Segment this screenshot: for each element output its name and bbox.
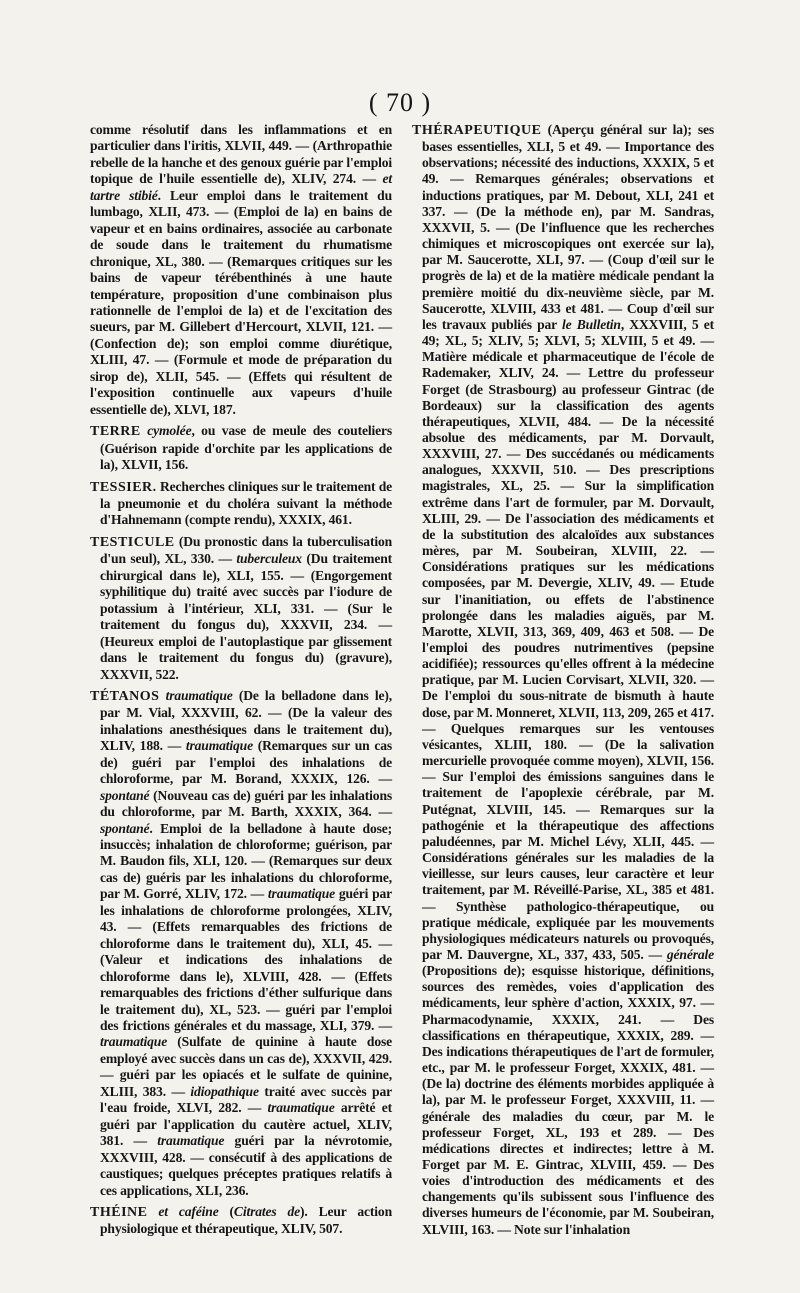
entry-text: comme résolutif dans les inflammations et en particulier dans l'iritis, XLVII, 449. — (Arthropathie rebelle de la hanche et des genoux guérie par l'emploi topique de l'huile essentielle de), XLIV, 274. — — [90, 122, 392, 187]
entry-headword: TESTICULE — [90, 534, 175, 550]
index-entry-tessier — [90, 479, 392, 529]
entry-text: Recherches cliniques sur le traitement de la pneumonie et du choléra suivant la méthode d'Hahnemann (compte rendu), XXXIX, 461. — [100, 478, 393, 528]
entry-italic-text: traumatique — [100, 1034, 168, 1050]
index-entry-testicule — [90, 534, 392, 683]
right-column — [412, 122, 714, 1243]
entry-italic-text: idiopathique — [190, 1083, 259, 1099]
entry-italic-text: traumatique — [185, 738, 253, 754]
entry-text: (Du pronostic dans la tuberculisation d'un seul), XL, 330. — — [100, 533, 393, 567]
entry-italic-text: spontané — [100, 820, 150, 836]
entry-italic-text: le Bulletin — [561, 316, 621, 332]
entry-italic-text: et tartre stibié — [90, 171, 392, 203]
entry-italic-text: traumatique — [267, 886, 336, 902]
entry-italic-text: et caféine — [158, 1204, 219, 1219]
entry-text: . Emploi de la belladone à haute dose; insuccès; inhalation de chloroforme; guérison, par M. Baudon fils, XLI, 120. — (Remarques sur deux cas de) guéris par les inhalations du chloroforme, par M. Gorré, XLIV, 172. — — [100, 820, 392, 902]
entry-italic-text: Citrates de — [233, 1204, 301, 1219]
entry-text: (Sulfate de quinine à haute dose employé avec succès dans un cas de), XXXVII, 429. — guéri par les opiacés et le sulfate de quinine, XLIII, 383. — — [100, 1034, 392, 1099]
page-number: ( 70 ) — [368, 88, 432, 117]
entry-headword: TERRE — [90, 424, 141, 440]
entry-text: (Aperçu général sur la); ses bases essentielles, XLI, 5 et 49. — Importance des observations; nécessité des inductions, XXXIX, 5 et 49. — Remarques générales; observations et inductions pratiques, par M. Debout, XLI, 241 et 337. — (De la méthode en), par M. Sandras, XXXVII, 5. — (De l'influence que les recherches chimiques et microscopiques ont exercée sur la), par M. Saucerotte, XLI, 97. — (Coup d'œil sur le progrès de la) et de la matière médicale pendant la première moitié du dix-neuvième siècle, par M. Saucerotte, XLVIII, 433 et 481. — Coup d'œil sur les travaux publiés par — [422, 122, 714, 332]
entry-headword: THÉINE — [90, 1205, 148, 1220]
entry-text: . Leur emploi dans le traitement du lumbago, XLII, 473. — (Emploi de la) en bains de vapeur et en bains ordinaires, associée au carbonate de soude dans le traitement du rhumatisme chronique, XL, 380. — (Remarques critiques sur les bains de vapeur térébenthinés à une haute température, proposition d'une combinaison plus rationnelle de l'emploi de la) et de l'excitation des sueurs, par M. Gillebert d'Hercourt, XLVII, 121. — (Confection de); son emploi comme diurétique, XLIII, 47. — (Formule et mode de préparation du sirop de), XLII, 545. — (Effets qui résultent de l'exposition continuelle aux vapeurs d'huile essentielle de), XLVI, 187. — [90, 187, 392, 417]
entry-text: guéri par les inhalations de chloroforme prolongées, XLIV, 43. — (Effets remarquables des frictions de chloroforme dans le traitement du), XLI, 45. — (Valeur et indications des inhalations de chloroforme dans le), XLVIII, 428. — (Effets remarquables des frictions d'éther sulfurique dans le traitement du), XL, 523. — guéri par l'emploi des frictions générales et du massage, XLI, 379. — — [100, 886, 393, 1034]
entry-text: , XXXVIII, 5 et 49; XL, 5; XLIV, 5; XLVI, 5; XLVIII, 5 et 49. — Matière médicale et pharmaceutique de l'école de Rademaker, XLIV, 24. — Lettre du professeur Forget (de Strasbourg) au professeur Gintrac (de Bordeaux) sur la classification des agents thérapeutiques, XLVII, 484. — De la nécessité absolue des médicaments, par M. Dorvault, XXXVIII, 27. — Des succédanés ou médicaments analogues, XXXVII, 510. — Des prescriptions magistrales, XL, 25. — Sur la simplification extrême dans l'art de formuler, par M. Dorvault, XLIII, 29. — De l'association des médicaments et de la substitution des alcaloïdes aux substances mères, par M. Soubeiran, XLVIII, 22. — Considérations pratiques sur les médications composées, par M. Devergie, XLIV, 49. — Etude sur l'inanitiation, ou effets de l'abstinence prolongée dans les maladies aiguës, par M. Marotte, XLVII, 313, 369, 409, 463 et 508. — De l'emploi des poudres nutrimentives (pepsine acidifiée); ressources qu'elles offrent à la médecine pratique, par M. Lucien Corvisart, XLVII, 320. — De l'emploi du sous-nitrate de bismuth à haute dose, par M. Monneret, XLVII, 113, 209, 265 et 417. — Quelques remarques sur les ventouses vésicantes, XLIII, 180. — (De la salivation mercurielle provoquée comme moyen), XLVII, 156. — Sur l'emploi des émissions sanguines dans le traitement de l'apoplexie cérébrale, par M. Putégnat, XLVIII, 145. — Remarques sur la pathogénie et la thérapeutique des affections paludéennes, par M. Michel Lévy, XLII, 445. — Considérations générales sur les maladies de la vieillesse, sur leurs causes, leur caractère et leur traitement, par M. Réveillé-Parise, XL, 385 et 481. — Synthèse pathologico-thérapeutique, ou pratique médicale, expliquée par les mouvements physiologiques médicateurs naturels ou provoqués, par M. Dauvergne, XL, 337, 433, 505. — — [422, 316, 714, 962]
entry-text: (Du traitement chirurgical dans le), XLI, 155. — (Engorgement syphilitique du) traité avec succès par l'iodure de potassium à l'intérieur, XLI, 331. — (Sur le traitement du fongus du), XXXVII, 234. — (Heureux emploi de l'autoplastique par glissement dans le traitement du fongus du) (gravure), XXXVII, 522. — [100, 551, 392, 682]
index-entry-cont — [90, 122, 392, 418]
index-entry-tetanos — [90, 688, 392, 1199]
entry-italic-text: traumatique — [267, 1100, 335, 1116]
index-entry-therapeutique — [412, 122, 714, 1238]
entry-italic-text: cymolée — [147, 423, 192, 439]
entry-italic-text: générale — [666, 946, 714, 962]
entry-text: guéri par la névrotomie, XXXVIII, 428. — consécutif à des applications de caustiques; quelques préceptes pratiques relatifs à ces applications, XLI, 236. — [100, 1133, 392, 1198]
entry-italic-text: traumatique — [157, 1133, 225, 1149]
entry-text: (Nouveau cas de) guéri par les inhalations du chloroforme, par M. Barth, XXXIX, 364. — — [100, 787, 392, 820]
entry-italic-text: tuberculeux — [236, 551, 302, 567]
entry-text: arrêté et guéri par l'application du cautère actuel, XLIV, 381. — — [100, 1100, 392, 1149]
entry-italic-text: traumatique — [165, 687, 233, 703]
index-entry-theine — [90, 1204, 392, 1238]
entry-headword: TÉTANOS — [90, 688, 160, 704]
entry-headword: TESSIER. — [90, 479, 157, 495]
entry-text: (De la belladone dans le), par M. Vial, XXXVIII, 62. — (De la valeur des inhalations anesthésiques dans le traitement du), XLIV, 188. — — [100, 687, 393, 754]
entry-text: ). Leur action physiologique et thérapeutique, XLIV, 507. — [100, 1204, 392, 1237]
entry-italic-text: spontané — [100, 787, 150, 803]
left-column — [90, 122, 392, 1243]
entry-text: traité avec succès par l'eau froide, XLVI, 282. — — [100, 1083, 392, 1116]
entry-text: ( — [218, 1204, 234, 1219]
entry-headword: THÉRAPEUTIQUE — [412, 123, 542, 138]
index-entry-terre — [90, 423, 392, 473]
entry-text: , ou vase de meule des couteliers (Guérison rapide d'orchite par les applications de la), XLVII, 156. — [100, 423, 393, 473]
entry-text: (Propositions de); esquisse historique, définitions, sources des remèdes, voies d'application des médicaments, leur sphère d'action, XXXIX, 97. — Pharmacodynamie, XXXIX, 241. — Des classifications en thérapeutique, XXXIX, 289. — Des indications thérapeutiques de l'art de formuler, etc., par M. le professeur Forget, XXXIX, 481. — (De la) doctrine des éléments morbides appliquée à la), par M. le professeur Forget, XXXVIII, 11. — générale des maladies du cœur, par M. le professeur Forget, XL, 193 et 289. — Des médications directes et indirectes; lettre à M. Forget par M. E. Gintrac, XLVIII, 459. — Des voies d'introduction des médicaments et des changements qu'ils subissent sous l'influence des diverses humeurs de l'économie, par M. Soubeiran, XLVIII, 163. — Note sur l'inhalation — [422, 963, 714, 1237]
entry-text: (Remarques sur un cas de) guéri par l'emploi des inhalations de chloroforme, par M. Borand, XXXIX, 126. — — [100, 738, 393, 787]
